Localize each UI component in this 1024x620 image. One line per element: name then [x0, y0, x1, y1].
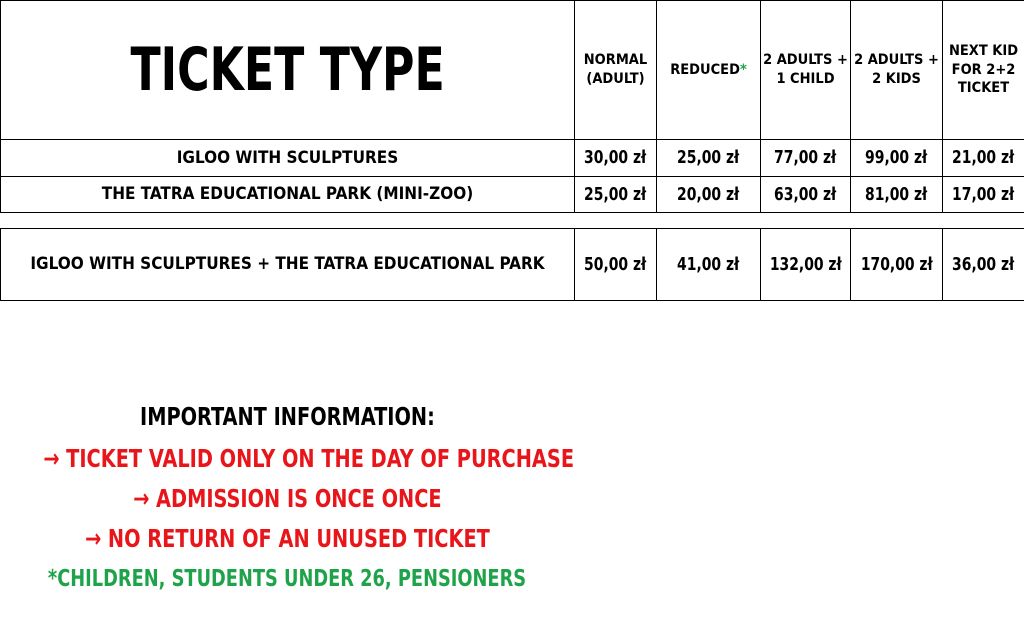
price-cell: 50,00 zł	[575, 229, 657, 301]
info-line-valid-day: → TICKET VALID ONLY ON THE DAY OF PURCHASE	[43, 444, 575, 473]
price-cell: 63,00 zł	[761, 177, 851, 213]
reduced-asterisk: *	[739, 61, 747, 78]
header-row	[1, 1, 1024, 140]
table-row	[1, 177, 1024, 213]
col-header-next-kid: NEXT KID FOR 2+2 TICKET	[943, 1, 1024, 140]
price-cell: 30,00 zł	[575, 140, 657, 177]
ticket-type-title: TICKET TYPE	[130, 35, 445, 105]
price-cell: 25,00 zł	[657, 140, 761, 177]
price-cell: 25,00 zł	[575, 177, 657, 213]
info-line-admission-once: → ADMISSION IS ONCE ONCE	[133, 484, 442, 513]
price-cell: 77,00 zł	[761, 140, 851, 177]
price-cell: 41,00 zł	[657, 229, 761, 301]
price-cell: 81,00 zł	[851, 177, 943, 213]
ticket-type-header	[1, 1, 575, 140]
ticket-name: THE TATRA EDUCATIONAL PARK (MINI-ZOO)	[1, 177, 575, 213]
col-header-2-adults-1-child: 2 ADULTS + 1 CHILD	[761, 1, 851, 140]
info-line-no-return: → NO RETURN OF AN UNUSED TICKET	[85, 524, 490, 553]
col-header-normal: NORMAL (ADULT)	[575, 1, 657, 140]
price-cell: 170,00 zł	[851, 229, 943, 301]
price-cell: 21,00 zł	[943, 140, 1024, 177]
table-row	[1, 229, 1024, 301]
ticket-name: IGLOO WITH SCULPTURES	[1, 140, 575, 177]
table-gap	[1, 213, 1024, 229]
price-cell: 132,00 zł	[761, 229, 851, 301]
col-header-reduced: REDUCED*	[657, 1, 761, 140]
info-heading: IMPORTANT INFORMATION:	[140, 402, 435, 431]
col-header-2-adults-2-kids: 2 ADULTS + 2 KIDS	[851, 1, 943, 140]
ticket-name: IGLOO WITH SCULPTURES + THE TATRA EDUCATIONAL PARK	[1, 229, 575, 301]
price-cell: 17,00 zł	[943, 177, 1024, 213]
ticket-price-table	[0, 0, 1024, 301]
reduced-footnote: *CHILDREN, STUDENTS UNDER 26, PENSIONERS	[48, 566, 527, 592]
price-cell: 36,00 zł	[943, 229, 1024, 301]
table-row	[1, 140, 1024, 177]
price-cell: 99,00 zł	[851, 140, 943, 177]
price-cell: 20,00 zł	[657, 177, 761, 213]
